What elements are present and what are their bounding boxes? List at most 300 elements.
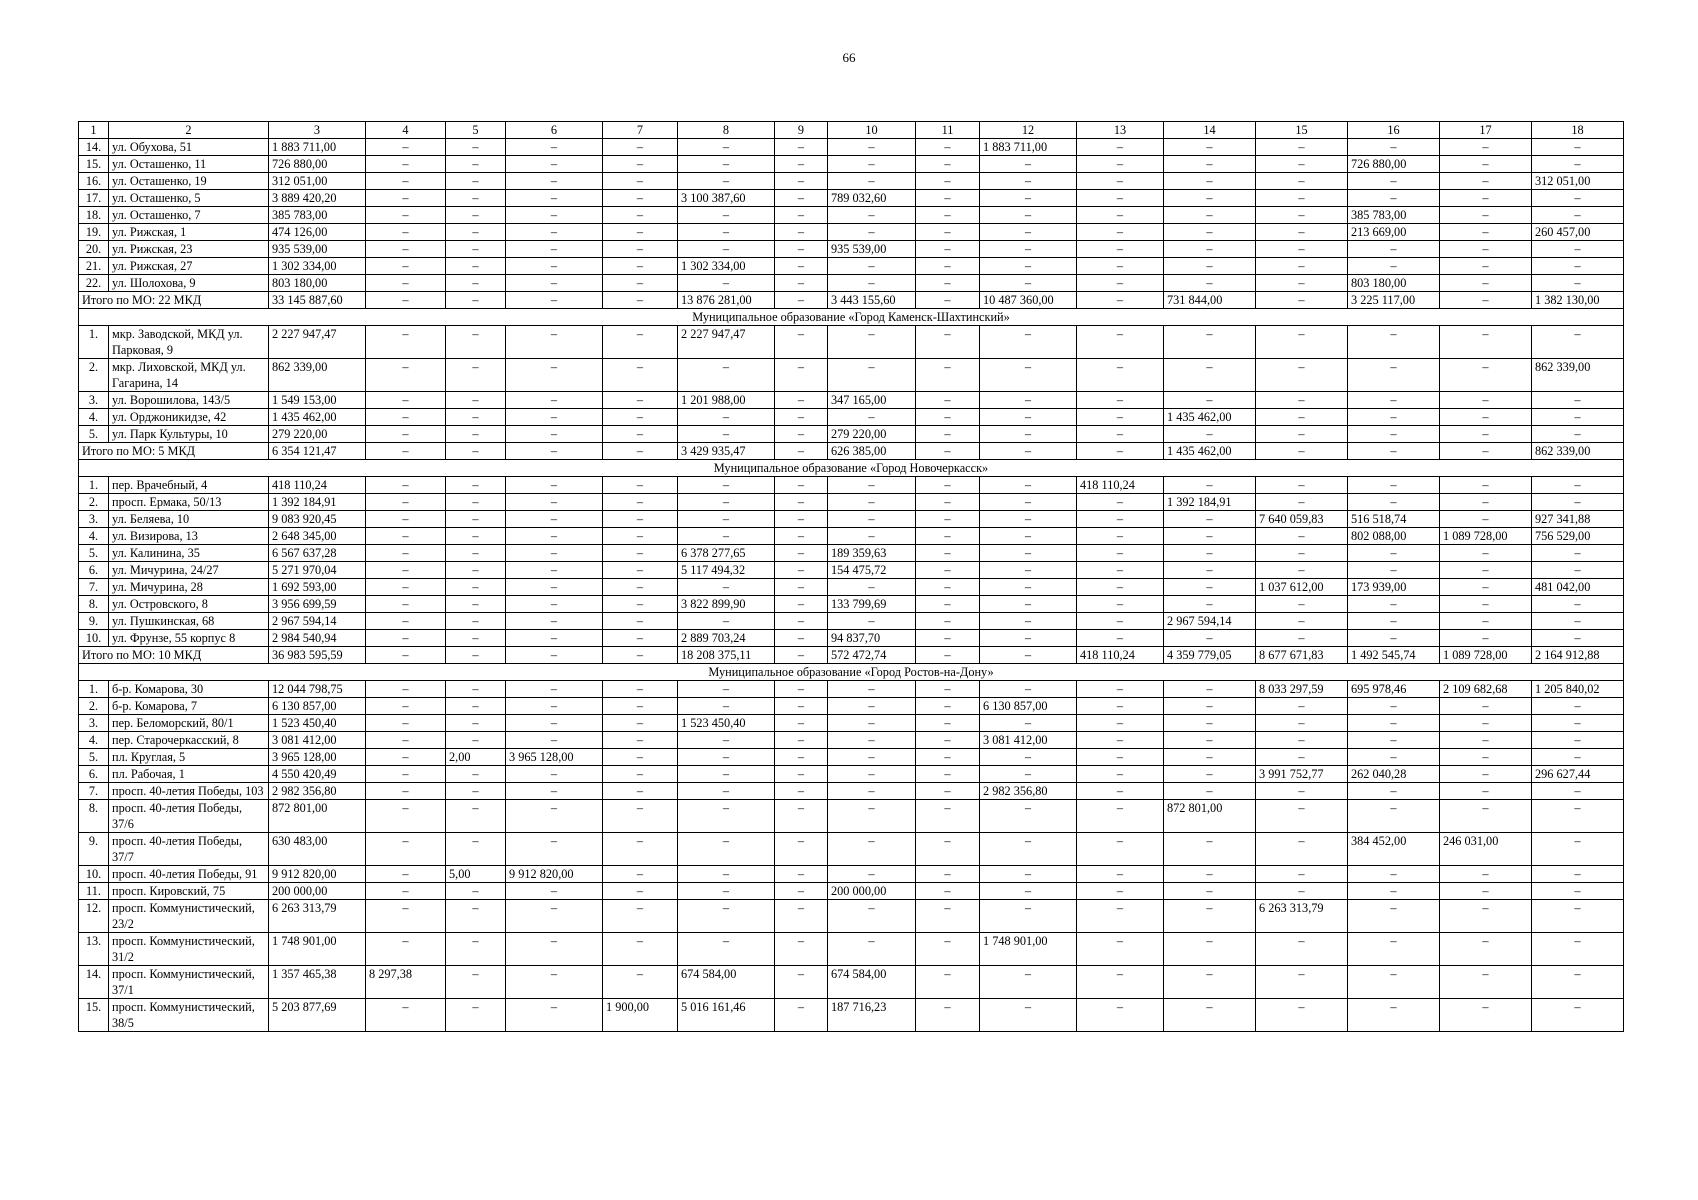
value-cell: –	[1077, 258, 1164, 275]
value-cell: –	[1440, 999, 1532, 1032]
value-cell: –	[1440, 749, 1532, 766]
value-cell: –	[828, 528, 916, 545]
value-cell: –	[603, 579, 678, 596]
value-cell: –	[1440, 933, 1532, 966]
value-cell: –	[1077, 749, 1164, 766]
total-label: Итого по МО: 5 МКД	[79, 443, 269, 460]
value-cell: 1 435 462,00	[1164, 443, 1256, 460]
value-cell: –	[980, 443, 1077, 460]
value-cell: –	[775, 359, 828, 392]
value-cell: –	[366, 173, 446, 190]
value-cell: –	[1348, 715, 1440, 732]
value-cell: –	[1164, 900, 1256, 933]
value-cell: –	[980, 494, 1077, 511]
address-cell: просп. Коммунистический, 23/2	[109, 900, 269, 933]
value-cell: –	[775, 833, 828, 866]
value-cell: –	[603, 258, 678, 275]
column-header: 10	[828, 122, 916, 139]
value-cell: 246 031,00	[1440, 833, 1532, 866]
value-cell: –	[1077, 443, 1164, 460]
value-cell: –	[1532, 933, 1624, 966]
column-header: 14	[1164, 122, 1256, 139]
value-cell: –	[1164, 883, 1256, 900]
value-cell: –	[1077, 883, 1164, 900]
value-cell: –	[1164, 866, 1256, 883]
table-row	[79, 833, 1624, 866]
value-cell: –	[678, 800, 775, 833]
value-cell: 2 889 703,24	[678, 630, 775, 647]
value-cell: –	[916, 715, 980, 732]
row-number: 15.	[79, 156, 109, 173]
value-cell: 1 900,00	[603, 999, 678, 1032]
value-cell: –	[1077, 681, 1164, 698]
value-cell: –	[1348, 732, 1440, 749]
value-cell: –	[366, 190, 446, 207]
value-cell: –	[366, 900, 446, 933]
address-cell: просп. Коммунистический, 31/2	[109, 933, 269, 966]
value-cell: 6 354 121,47	[269, 443, 366, 460]
value-cell: –	[1077, 173, 1164, 190]
value-cell: –	[916, 494, 980, 511]
value-cell: –	[916, 681, 980, 698]
header-row	[79, 122, 1624, 139]
value-cell: –	[916, 866, 980, 883]
value-cell: –	[678, 833, 775, 866]
value-cell: –	[775, 681, 828, 698]
value-cell: 385 783,00	[269, 207, 366, 224]
value-cell: –	[1256, 883, 1348, 900]
value-cell: 935 539,00	[269, 241, 366, 258]
column-header: 9	[775, 122, 828, 139]
value-cell: –	[1532, 783, 1624, 800]
value-cell: –	[506, 173, 603, 190]
value-cell: –	[916, 173, 980, 190]
value-cell: 13 876 281,00	[678, 292, 775, 309]
value-cell: 347 165,00	[828, 392, 916, 409]
value-cell: 674 584,00	[828, 966, 916, 999]
address-cell: ул. Мичурина, 24/27	[109, 562, 269, 579]
value-cell: –	[775, 647, 828, 664]
address-cell: ул. Пушкинская, 68	[109, 613, 269, 630]
value-cell: –	[1077, 630, 1164, 647]
value-cell: –	[1348, 613, 1440, 630]
value-cell: –	[506, 681, 603, 698]
value-cell: –	[366, 292, 446, 309]
value-cell: –	[1164, 139, 1256, 156]
value-cell: –	[678, 933, 775, 966]
value-cell: –	[446, 596, 506, 613]
value-cell: –	[1256, 715, 1348, 732]
value-cell: –	[506, 613, 603, 630]
table-row	[79, 715, 1624, 732]
value-cell: –	[603, 545, 678, 562]
value-cell: –	[828, 933, 916, 966]
value-cell: –	[603, 596, 678, 613]
value-cell: –	[775, 477, 828, 494]
column-header: 8	[678, 122, 775, 139]
value-cell: 2,00	[446, 749, 506, 766]
value-cell: –	[506, 477, 603, 494]
value-cell: –	[603, 426, 678, 443]
value-cell: –	[980, 630, 1077, 647]
value-cell: –	[1440, 866, 1532, 883]
section-title: Муниципальное образование «Город Новочеркасск»	[79, 460, 1624, 477]
value-cell: –	[1077, 596, 1164, 613]
value-cell: –	[1532, 139, 1624, 156]
section-header-row	[79, 309, 1624, 326]
value-cell: –	[1440, 207, 1532, 224]
value-cell: –	[775, 207, 828, 224]
address-cell: ул. Мичурина, 28	[109, 579, 269, 596]
value-cell: –	[1440, 494, 1532, 511]
value-cell: 3 443 155,60	[828, 292, 916, 309]
value-cell: –	[678, 900, 775, 933]
value-cell: –	[506, 647, 603, 664]
value-cell: 2 648 345,00	[269, 528, 366, 545]
table-row	[79, 477, 1624, 494]
value-cell: –	[603, 275, 678, 292]
row-number: 5.	[79, 426, 109, 443]
value-cell: –	[775, 579, 828, 596]
value-cell: –	[678, 783, 775, 800]
value-cell: –	[446, 766, 506, 783]
value-cell: –	[1164, 833, 1256, 866]
value-cell: –	[916, 545, 980, 562]
value-cell: 279 220,00	[828, 426, 916, 443]
value-cell: –	[916, 749, 980, 766]
value-cell: –	[1077, 241, 1164, 258]
value-cell: 6 263 313,79	[1256, 900, 1348, 933]
value-cell: 1 382 130,00	[1532, 292, 1624, 309]
value-cell: –	[1256, 139, 1348, 156]
value-cell: –	[1077, 139, 1164, 156]
value-cell: –	[775, 900, 828, 933]
value-cell: –	[1440, 173, 1532, 190]
value-cell: 872 801,00	[1164, 800, 1256, 833]
row-number: 10.	[79, 866, 109, 883]
section-header-row	[79, 664, 1624, 681]
value-cell: –	[366, 613, 446, 630]
value-cell: 8 033 297,59	[1256, 681, 1348, 698]
value-cell: –	[828, 173, 916, 190]
value-cell: –	[980, 241, 1077, 258]
value-cell: –	[828, 409, 916, 426]
value-cell: 213 669,00	[1348, 224, 1440, 241]
value-cell: –	[1348, 866, 1440, 883]
value-cell: –	[1164, 528, 1256, 545]
value-cell: –	[1256, 443, 1348, 460]
value-cell: 3 081 412,00	[980, 732, 1077, 749]
value-cell: 33 145 887,60	[269, 292, 366, 309]
value-cell: –	[775, 258, 828, 275]
value-cell: –	[1164, 392, 1256, 409]
value-cell: 6 263 313,79	[269, 900, 366, 933]
value-cell: 803 180,00	[269, 275, 366, 292]
value-cell: –	[366, 426, 446, 443]
value-cell: –	[775, 511, 828, 528]
row-number: 1.	[79, 681, 109, 698]
value-cell: –	[916, 800, 980, 833]
value-cell: –	[1256, 613, 1348, 630]
value-cell: –	[828, 139, 916, 156]
value-cell: –	[366, 749, 446, 766]
value-cell: 726 880,00	[1348, 156, 1440, 173]
value-cell: –	[678, 494, 775, 511]
row-number: 22.	[79, 275, 109, 292]
value-cell: –	[446, 258, 506, 275]
value-cell: –	[1077, 511, 1164, 528]
value-cell: 1 037 612,00	[1256, 579, 1348, 596]
value-cell: –	[775, 528, 828, 545]
column-header: 7	[603, 122, 678, 139]
value-cell: –	[366, 833, 446, 866]
value-cell: –	[828, 258, 916, 275]
value-cell: 1 205 840,02	[1532, 681, 1624, 698]
row-number: 3.	[79, 715, 109, 732]
value-cell: –	[446, 190, 506, 207]
table-row	[79, 207, 1624, 224]
row-number: 2.	[79, 494, 109, 511]
row-number: 3.	[79, 392, 109, 409]
total-row	[79, 292, 1624, 309]
value-cell: 862 339,00	[1532, 359, 1624, 392]
value-cell: –	[603, 966, 678, 999]
value-cell: –	[1440, 883, 1532, 900]
value-cell: –	[1256, 359, 1348, 392]
value-cell: 3 081 412,00	[269, 732, 366, 749]
value-cell: –	[916, 275, 980, 292]
value-cell: –	[446, 681, 506, 698]
total-row	[79, 647, 1624, 664]
value-cell: –	[1164, 359, 1256, 392]
value-cell: –	[366, 392, 446, 409]
address-cell: просп. 40-летия Победы, 37/6	[109, 800, 269, 833]
value-cell: –	[1348, 426, 1440, 443]
row-number: 9.	[79, 833, 109, 866]
value-cell: –	[506, 258, 603, 275]
value-cell: –	[775, 933, 828, 966]
value-cell: 200 000,00	[269, 883, 366, 900]
table-body	[79, 122, 1624, 1032]
value-cell: –	[506, 409, 603, 426]
value-cell: –	[916, 139, 980, 156]
value-cell: –	[1164, 511, 1256, 528]
value-cell: –	[366, 156, 446, 173]
value-cell: –	[916, 613, 980, 630]
address-cell: ул. Фрунзе, 55 корпус 8	[109, 630, 269, 647]
value-cell: 5 016 161,46	[678, 999, 775, 1032]
value-cell: –	[1440, 190, 1532, 207]
value-cell: –	[828, 477, 916, 494]
value-cell: –	[366, 681, 446, 698]
row-number: 10.	[79, 630, 109, 647]
table-row	[79, 732, 1624, 749]
row-number: 7.	[79, 579, 109, 596]
value-cell: 312 051,00	[1532, 173, 1624, 190]
row-number: 6.	[79, 562, 109, 579]
value-cell: –	[506, 966, 603, 999]
value-cell: 4 550 420,49	[269, 766, 366, 783]
value-cell: –	[1348, 545, 1440, 562]
value-cell: –	[1532, 613, 1624, 630]
value-cell: –	[1532, 732, 1624, 749]
value-cell: –	[603, 715, 678, 732]
address-cell: ул. Рижская, 23	[109, 241, 269, 258]
value-cell: –	[366, 783, 446, 800]
value-cell: –	[678, 766, 775, 783]
value-cell: –	[506, 800, 603, 833]
value-cell: –	[1077, 190, 1164, 207]
value-cell: 173 939,00	[1348, 579, 1440, 596]
address-cell: б-р. Комарова, 30	[109, 681, 269, 698]
value-cell: –	[980, 426, 1077, 443]
value-cell: –	[1348, 749, 1440, 766]
value-cell: –	[446, 698, 506, 715]
value-cell: –	[1440, 715, 1532, 732]
table-row	[79, 426, 1624, 443]
value-cell: 1 201 988,00	[678, 392, 775, 409]
value-cell: –	[1532, 883, 1624, 900]
value-cell: –	[366, 241, 446, 258]
value-cell: –	[506, 698, 603, 715]
value-cell: –	[775, 715, 828, 732]
value-cell: –	[446, 511, 506, 528]
value-cell: –	[1348, 966, 1440, 999]
value-cell: –	[828, 275, 916, 292]
value-cell: –	[506, 241, 603, 258]
value-cell: –	[1077, 494, 1164, 511]
value-cell: 862 339,00	[269, 359, 366, 392]
value-cell: 802 088,00	[1348, 528, 1440, 545]
value-cell: –	[775, 630, 828, 647]
value-cell: –	[1164, 715, 1256, 732]
value-cell: –	[980, 173, 1077, 190]
row-number: 5.	[79, 749, 109, 766]
address-cell: пл. Круглая, 5	[109, 749, 269, 766]
value-cell: –	[980, 596, 1077, 613]
value-cell: –	[828, 732, 916, 749]
value-cell: –	[678, 139, 775, 156]
row-number: 8.	[79, 800, 109, 833]
value-cell: –	[1164, 732, 1256, 749]
value-cell: –	[506, 224, 603, 241]
table-row	[79, 562, 1624, 579]
value-cell: –	[775, 999, 828, 1032]
value-cell: –	[1164, 999, 1256, 1032]
value-cell: 474 126,00	[269, 224, 366, 241]
value-cell: –	[603, 511, 678, 528]
value-cell: –	[980, 545, 1077, 562]
value-cell: 3 889 420,20	[269, 190, 366, 207]
value-cell: –	[1440, 900, 1532, 933]
value-cell: –	[506, 900, 603, 933]
column-header: 12	[980, 122, 1077, 139]
value-cell: –	[916, 833, 980, 866]
value-cell: –	[1256, 207, 1348, 224]
value-cell: –	[1348, 999, 1440, 1032]
value-cell: –	[1256, 241, 1348, 258]
value-cell: –	[1256, 966, 1348, 999]
value-cell: –	[916, 647, 980, 664]
value-cell: –	[1532, 190, 1624, 207]
row-number: 4.	[79, 409, 109, 426]
value-cell: –	[446, 966, 506, 999]
value-cell: 3 225 117,00	[1348, 292, 1440, 309]
value-cell: –	[603, 443, 678, 460]
value-cell: –	[775, 190, 828, 207]
value-cell: –	[678, 359, 775, 392]
value-cell: –	[1077, 426, 1164, 443]
value-cell: –	[446, 613, 506, 630]
value-cell: –	[916, 207, 980, 224]
value-cell: 9 083 920,45	[269, 511, 366, 528]
value-cell: –	[678, 275, 775, 292]
table-row	[79, 173, 1624, 190]
value-cell: 756 529,00	[1532, 528, 1624, 545]
value-cell: 384 452,00	[1348, 833, 1440, 866]
value-cell: –	[446, 528, 506, 545]
value-cell: –	[678, 749, 775, 766]
value-cell: 6 567 637,28	[269, 545, 366, 562]
value-cell: –	[1077, 900, 1164, 933]
value-cell: –	[1440, 579, 1532, 596]
value-cell: –	[603, 698, 678, 715]
value-cell: –	[1348, 409, 1440, 426]
value-cell: –	[1348, 883, 1440, 900]
value-cell: –	[366, 511, 446, 528]
column-header: 11	[916, 122, 980, 139]
value-cell: 6 130 857,00	[980, 698, 1077, 715]
value-cell: –	[916, 966, 980, 999]
address-cell: ул. Осташенко, 5	[109, 190, 269, 207]
value-cell: –	[916, 900, 980, 933]
value-cell: –	[1440, 224, 1532, 241]
value-cell: 94 837,70	[828, 630, 916, 647]
value-cell: –	[1440, 477, 1532, 494]
value-cell: –	[506, 596, 603, 613]
value-cell: –	[678, 511, 775, 528]
table-row	[79, 409, 1624, 426]
value-cell: –	[603, 207, 678, 224]
value-cell: –	[828, 681, 916, 698]
row-number: 3.	[79, 511, 109, 528]
value-cell: 695 978,46	[1348, 681, 1440, 698]
value-cell: –	[980, 359, 1077, 392]
value-cell: –	[366, 409, 446, 426]
value-cell: 418 110,24	[1077, 477, 1164, 494]
value-cell: –	[775, 883, 828, 900]
value-cell: –	[980, 326, 1077, 359]
value-cell: –	[1440, 139, 1532, 156]
row-number: 13.	[79, 933, 109, 966]
value-cell: –	[1532, 999, 1624, 1032]
value-cell: –	[1256, 596, 1348, 613]
value-cell: –	[506, 511, 603, 528]
value-cell: –	[775, 562, 828, 579]
value-cell: –	[1532, 749, 1624, 766]
value-cell: –	[678, 224, 775, 241]
value-cell: 200 000,00	[828, 883, 916, 900]
value-cell: –	[916, 511, 980, 528]
value-cell: –	[446, 933, 506, 966]
value-cell: –	[603, 392, 678, 409]
value-cell: –	[366, 359, 446, 392]
value-cell: 2 967 594,14	[269, 613, 366, 630]
value-cell: 2 982 356,80	[269, 783, 366, 800]
column-header: 16	[1348, 122, 1440, 139]
value-cell: –	[980, 207, 1077, 224]
value-cell: –	[1440, 630, 1532, 647]
